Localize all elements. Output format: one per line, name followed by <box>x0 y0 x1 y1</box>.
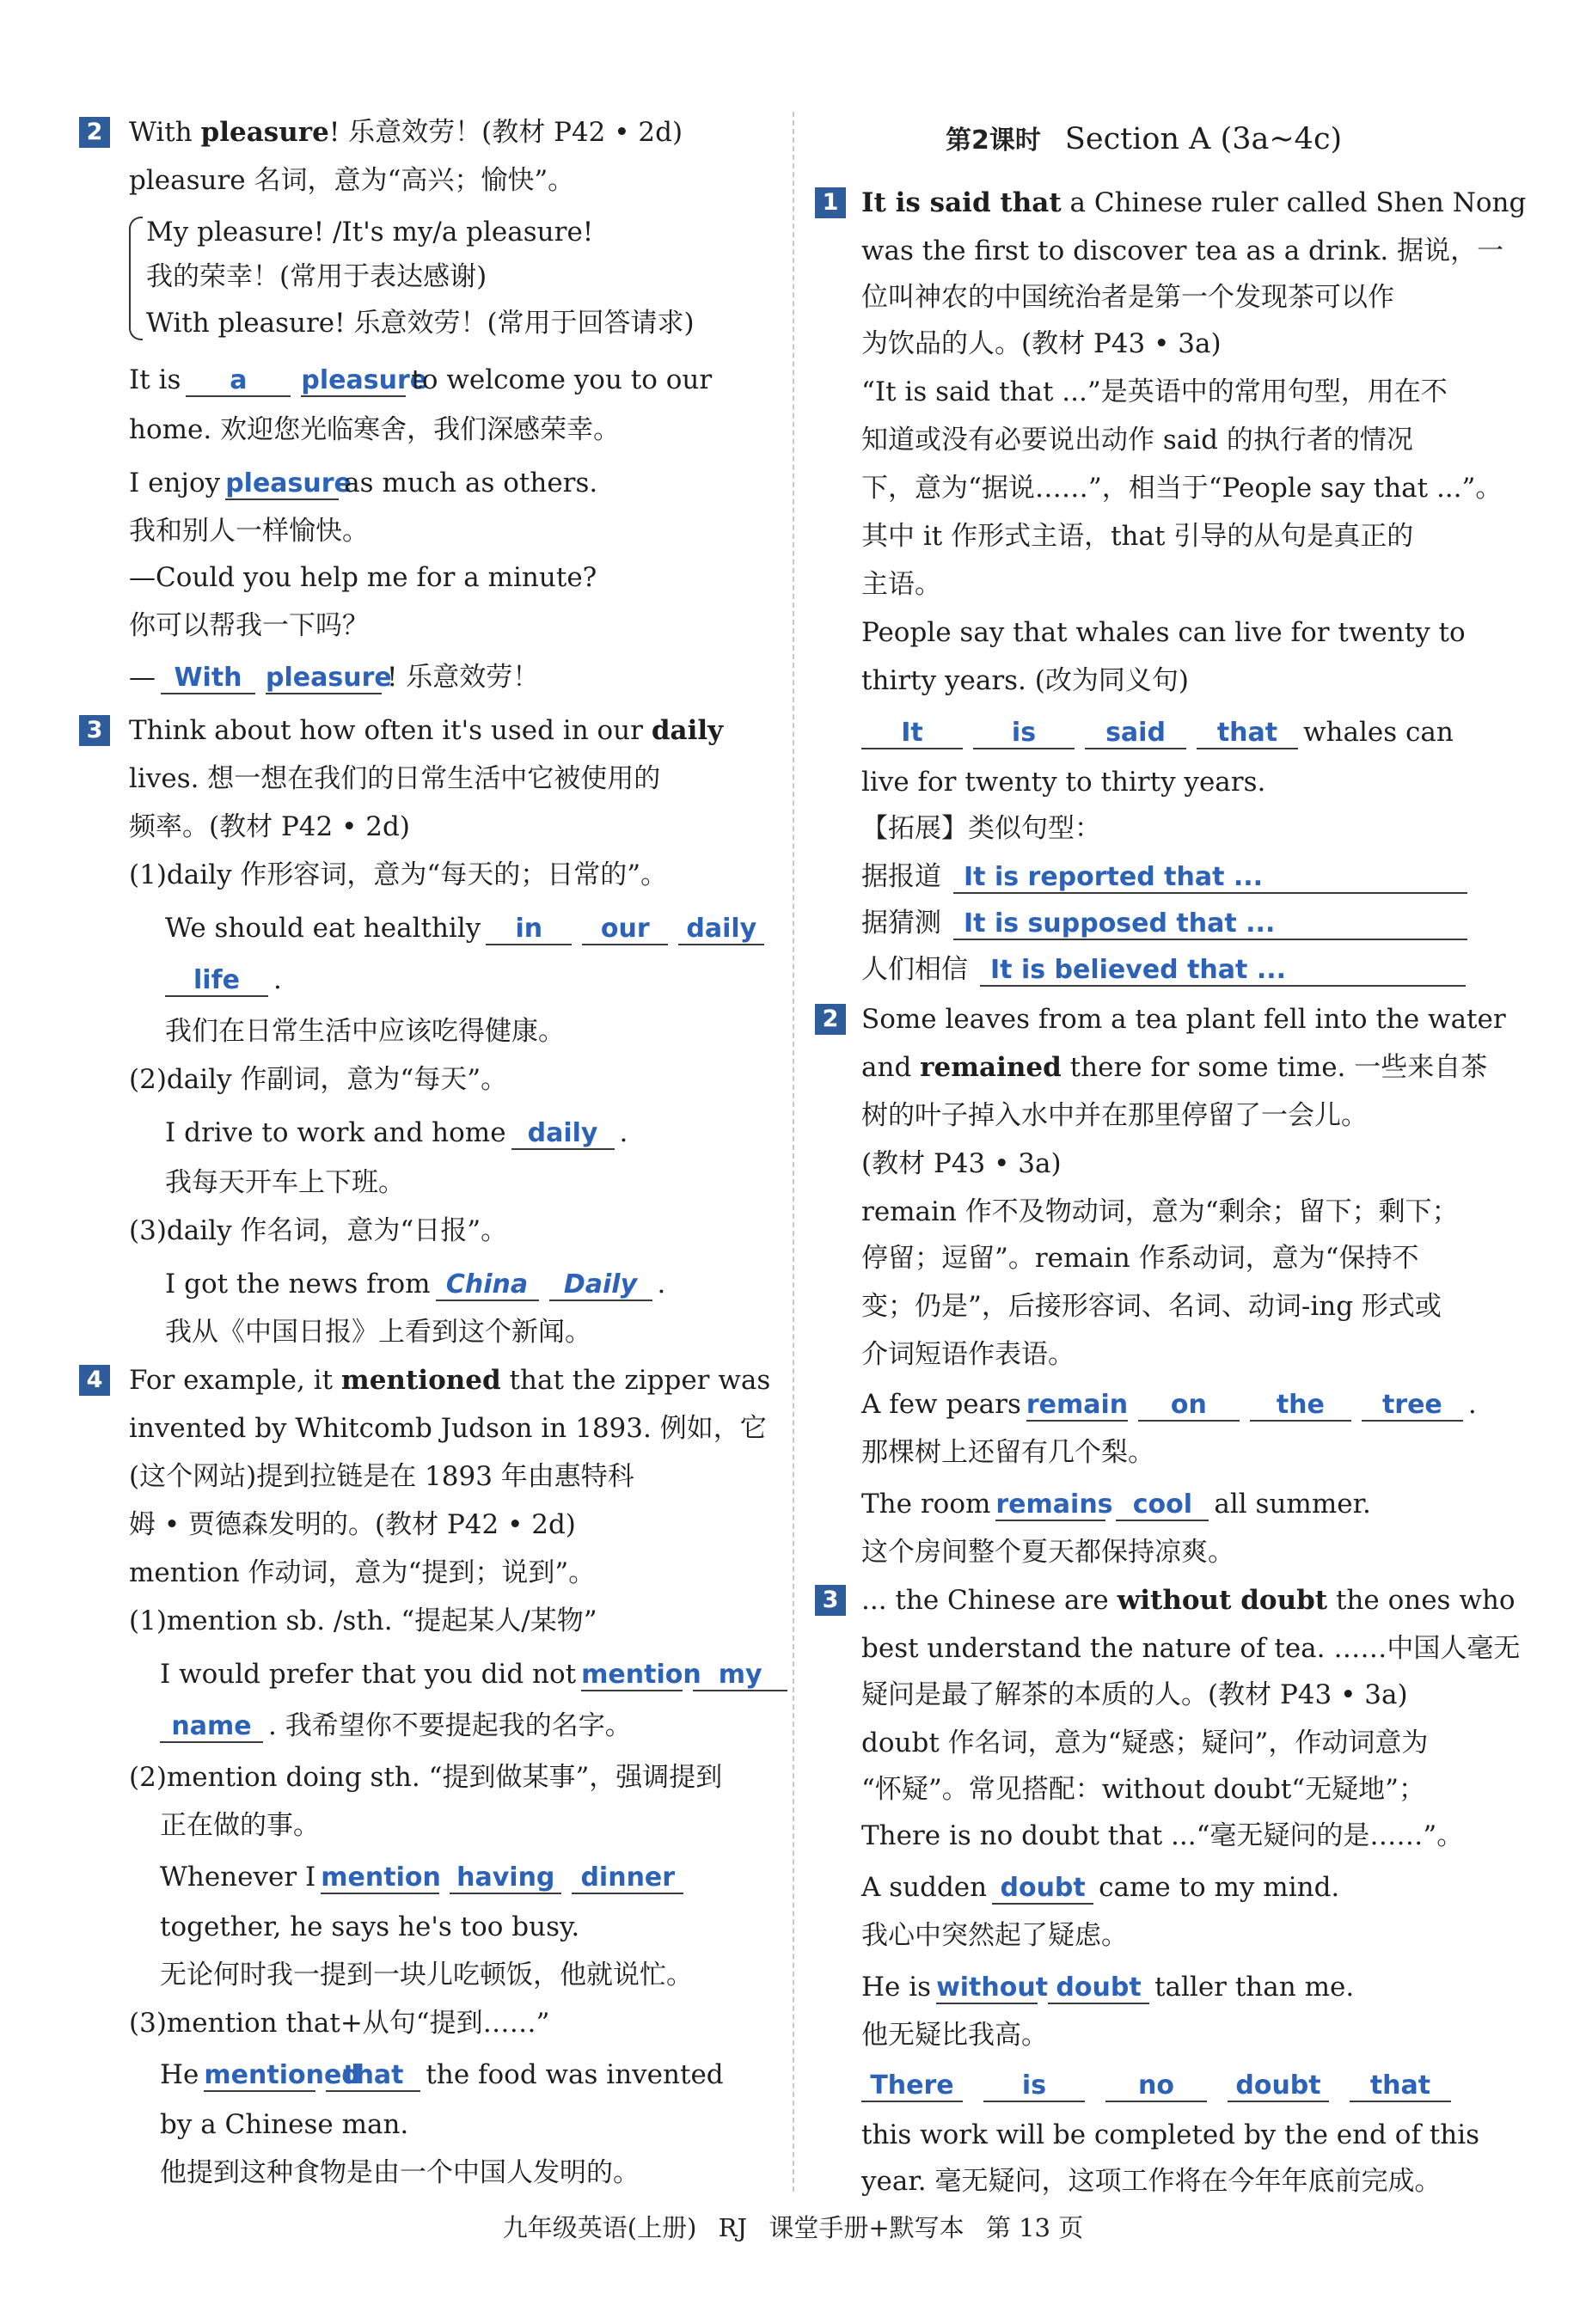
example-line: We should eat healthily in our daily <box>165 911 769 945</box>
item-number: 3 <box>79 715 110 746</box>
item-text: Think about how often it's used in our daily <box>129 715 724 746</box>
footer-series: 课堂手册+默写本 <box>769 2213 964 2242</box>
example-line: People say that whales can live for twenty to <box>861 617 1466 648</box>
note-text: With pleasure! 乐意效劳！(常用于回答请求) <box>146 308 695 339</box>
item-text: 姆 • 贾德森发明的。(教材 P42 • 2d) <box>129 1509 576 1540</box>
example-line: — With pleasure! 乐意效劳！ <box>129 662 540 693</box>
answer-blank[interactable]: our <box>582 914 668 945</box>
note-text: doubt 作名词，意为“疑惑；疑问”，作动词意为 <box>861 1728 1429 1758</box>
example-line: —Could you help me for a minute? <box>129 562 597 593</box>
answer-blank[interactable]: name <box>160 1712 263 1743</box>
item-text: best understand the nature of tea. ……中国人毫无 <box>861 1633 1521 1664</box>
example-line: 我心中突然起了疑虑。 <box>861 1920 1128 1951</box>
answer-blank[interactable]: daily <box>678 914 764 945</box>
example-line: I enjoy pleasureas much as others. <box>129 468 598 498</box>
footer-book: 九年级英语(上册) <box>502 2213 697 2242</box>
sub-heading: (1)daily 作形容词，意为“每天的；日常的”。 <box>129 859 668 890</box>
note-text: remain 作不及物动词，意为“剩余；留下；剩下； <box>861 1196 1459 1227</box>
item-text: invented by Whitcomb Judson in 1893. 例如，它 <box>129 1413 767 1444</box>
note-text: 我的荣幸！(常用于表达感谢) <box>146 261 487 292</box>
example-line: 他无疑比我高。 <box>861 2020 1048 2051</box>
section-header <box>946 120 1342 160</box>
answer-blank[interactable]: doubt <box>1048 1973 1149 2004</box>
answer-blank[interactable]: having <box>450 1863 561 1894</box>
answer-blank[interactable]: no <box>1105 2071 1207 2102</box>
answer-blank[interactable]: pleasure <box>225 468 352 498</box>
example-line: A few pears remain on the tree . <box>861 1389 1477 1420</box>
example-line: 我们在日常生活中应该吃得健康。 <box>165 1016 565 1047</box>
sub-heading: 正在做的事。 <box>160 1810 320 1841</box>
example-line: 无论何时我一提到一块儿吃顿饭，他就说忙。 <box>160 1960 693 1991</box>
page-footer <box>0 2212 1586 2243</box>
example-line: this work will be completed by the end of this <box>861 2119 1480 2150</box>
example-line: 你可以帮我一下吗？ <box>129 610 369 641</box>
answer-blank[interactable]: without <box>936 1972 1049 2003</box>
example-line: home. 欢迎您光临寒舍，我们深感荣幸。 <box>129 414 621 445</box>
item-number: 2 <box>815 1004 846 1035</box>
answer-blank[interactable]: remain <box>1026 1390 1129 1420</box>
example-line: I drive to work and home daily . <box>165 1117 628 1148</box>
extension-line: 人们相信 It is believed that ... <box>861 952 1466 987</box>
note-text: 知道或没有必要说出动作 said 的执行者的情况 <box>861 425 1413 456</box>
answer-blank[interactable]: that <box>1197 719 1298 749</box>
answer-blank[interactable]: is <box>973 719 1075 749</box>
footer-page: 第 13 页 <box>985 2213 1084 2242</box>
answer-blank[interactable]: pleasure <box>301 365 428 395</box>
example-line: He is without doubt taller than me. <box>861 1972 1355 2003</box>
answer-blank[interactable]: doubt <box>992 1874 1093 1905</box>
note-text: 停留；逗留”。remain 作系动词，意为“保持不 <box>861 1243 1419 1274</box>
answer-blank[interactable]: remains <box>995 1489 1113 1520</box>
answer-blank[interactable]: daily <box>511 1119 615 1150</box>
note-text: 其中 it 作形式主语，that 引导的从句是真正的 <box>861 521 1414 552</box>
answer-blank[interactable]: in <box>486 914 572 945</box>
brace <box>129 217 143 340</box>
answer-blank[interactable]: doubt <box>1228 2071 1329 2102</box>
example-line: 他提到这种食物是由一个中国人发明的。 <box>160 2157 640 2188</box>
answer-blank[interactable]: China <box>436 1270 539 1301</box>
item-number: 3 <box>815 1585 846 1616</box>
example-line: A sudden doubt came to my mind. <box>861 1872 1340 1903</box>
example-line: 我从《中国日报》上看到这个新闻。 <box>165 1317 591 1348</box>
answer-blank[interactable]: life <box>165 966 268 997</box>
note-text: “It is said that ...”是英语中的常用句型，用在不 <box>861 376 1448 407</box>
item-text: For example, it mentioned that the zipper was <box>129 1365 771 1396</box>
item-text: (教材 P43 • 3a) <box>861 1148 1062 1179</box>
note-text: pleasure 名词，意为“高兴；愉快”。 <box>129 165 575 196</box>
note-text: mention 作动词，意为“提到；说到”。 <box>129 1557 596 1588</box>
example-line: 那棵树上还留有几个梨。 <box>861 1437 1154 1468</box>
item-text: and remained there for some time. 一些来自茶 <box>861 1052 1488 1083</box>
example-line: name . 我希望你不要提起我的名字。 <box>160 1709 632 1743</box>
item-text: 疑问是最了解茶的本质的人。(教材 P43 • 3a) <box>861 1679 1408 1710</box>
answer-blank[interactable]: tree <box>1362 1391 1463 1422</box>
example-line: thirty years. (改为同义句) <box>861 665 1189 696</box>
item-text: 树的叶子掉入水中并在那里停留了一会儿。 <box>861 1100 1368 1131</box>
answer-blank[interactable]: pleasure <box>266 663 392 693</box>
example-line: 这个房间整个夏天都保持凉爽。 <box>861 1537 1234 1568</box>
column-divider <box>793 112 794 2192</box>
sub-heading: (2)mention doing sth. “提到做某事”，强调提到 <box>129 1762 723 1793</box>
item-text: (这个网站)提到拉链是在 1893 年由惠特科 <box>129 1461 634 1492</box>
example-line: life . <box>165 963 282 997</box>
extension-heading: 【拓展】类似句型： <box>861 813 1101 844</box>
answer-blank[interactable]: is <box>983 2071 1085 2102</box>
example-line: Whenever I mention having dinner <box>160 1860 689 1894</box>
answer-blank[interactable]: It is reported that ... <box>953 863 1467 894</box>
answer-blank[interactable]: said <box>1085 719 1186 749</box>
answer-blank[interactable]: mentioned <box>204 2060 360 2090</box>
answer-blank[interactable]: It is believed that ... <box>980 956 1466 987</box>
section-title: Section A (3a~4c) <box>1064 122 1343 156</box>
note-text: 介词短语作表语。 <box>861 1339 1075 1370</box>
extension-line: 据猜测 It is supposed that ... <box>861 906 1467 940</box>
example-line: I got the news from China Daily . <box>165 1269 666 1300</box>
item-text: was the first to discover tea as a drink. 据说，一 <box>861 235 1504 266</box>
answer-blank[interactable]: the <box>1250 1391 1351 1422</box>
answer-blank[interactable]: There <box>861 2071 963 2102</box>
sub-heading: (3)mention that+从句“提到……” <box>129 2008 550 2039</box>
answer-blank[interactable]: a <box>186 366 291 397</box>
item-text: lives. 想一想在我们的日常生活中它被使用的 <box>129 763 661 794</box>
note-text: My pleasure! /It's my/a pleasure! <box>146 217 594 248</box>
example-line: together, he says he's too busy. <box>160 1911 580 1942</box>
answer-blank[interactable]: mention <box>321 1862 441 1893</box>
item-text: ... the Chinese are without doubt the ones who <box>861 1585 1516 1616</box>
answer-blank[interactable]: Daily <box>549 1270 652 1301</box>
item-text: It is said that a Chinese ruler called Shen Nong <box>861 187 1527 218</box>
answer-blank[interactable]: cool <box>1116 1490 1209 1521</box>
answer-blank[interactable]: mention <box>581 1660 701 1690</box>
item-number: 2 <box>79 117 110 148</box>
sub-heading: (1)mention sb. /sth. “提起某人/某物” <box>129 1605 597 1636</box>
item-text: 为饮品的人。(教材 P43 • 3a) <box>861 328 1222 359</box>
answer-blank[interactable]: It <box>861 719 963 749</box>
lesson-tag: 第2课时 <box>946 125 1041 156</box>
example-line: 我每天开车上下班。 <box>165 1167 405 1198</box>
extension-line: 据报道 It is reported that ... <box>861 859 1467 894</box>
example-line: The room remains cool all summer. <box>861 1489 1371 1520</box>
answer-blank[interactable]: dinner <box>572 1863 683 1894</box>
example-line: It is a pleasureto welcome you to our <box>129 364 713 395</box>
answer-blank[interactable]: It is supposed that ... <box>953 909 1467 940</box>
example-line: year. 毫无疑问，这项工作将在今年年底前完成。 <box>861 2166 1442 2197</box>
note-text: 下，意为“据说……”，相当于“People say that ...”。 <box>861 473 1503 504</box>
note-text: 主语。 <box>861 569 941 600</box>
item-text: 频率。(教材 P42 • 2d) <box>129 811 410 842</box>
answer-blank[interactable]: that <box>1350 2071 1451 2102</box>
example-line: I would prefer that you did not mention my <box>160 1657 793 1691</box>
example-line: It is said that whales can <box>861 715 1454 749</box>
item-text: With pleasure! 乐意效劳！(教材 P42 • 2d) <box>129 117 683 148</box>
answer-blank[interactable]: my <box>693 1660 787 1691</box>
example-line: live for twenty to thirty years. <box>861 767 1266 798</box>
item-text: 位叫神农的中国统治者是第一个发现茶可以作 <box>861 282 1394 313</box>
item-number: 4 <box>79 1365 110 1396</box>
example-line: He mentionedthat the food was invented <box>160 2059 724 2090</box>
answer-blank[interactable]: With <box>161 664 255 694</box>
example-line: by a Chinese man. <box>160 2109 409 2140</box>
note-text: “怀疑”。常见搭配：without doubt“无疑地”； <box>861 1774 1425 1805</box>
sub-heading: (3)daily 作名词，意为“日报”。 <box>129 1215 508 1246</box>
answer-blank[interactable]: that <box>326 2061 420 2092</box>
footer-edition: RJ <box>718 2213 748 2242</box>
note-text: 变；仍是”，后接形容词、名词、动词-ing 形式或 <box>861 1291 1442 1322</box>
item-text: Some leaves from a tea plant fell into the water <box>861 1004 1506 1035</box>
answer-blank[interactable]: on <box>1138 1391 1240 1422</box>
example-line <box>861 2068 1456 2102</box>
item-number: 1 <box>815 187 846 218</box>
example-line: 我和别人一样愉快。 <box>129 516 369 547</box>
note-text: There is no doubt that ...“毫无疑问的是……”。 <box>861 1820 1464 1851</box>
sub-heading: (2)daily 作副词，意为“每天”。 <box>129 1064 508 1095</box>
